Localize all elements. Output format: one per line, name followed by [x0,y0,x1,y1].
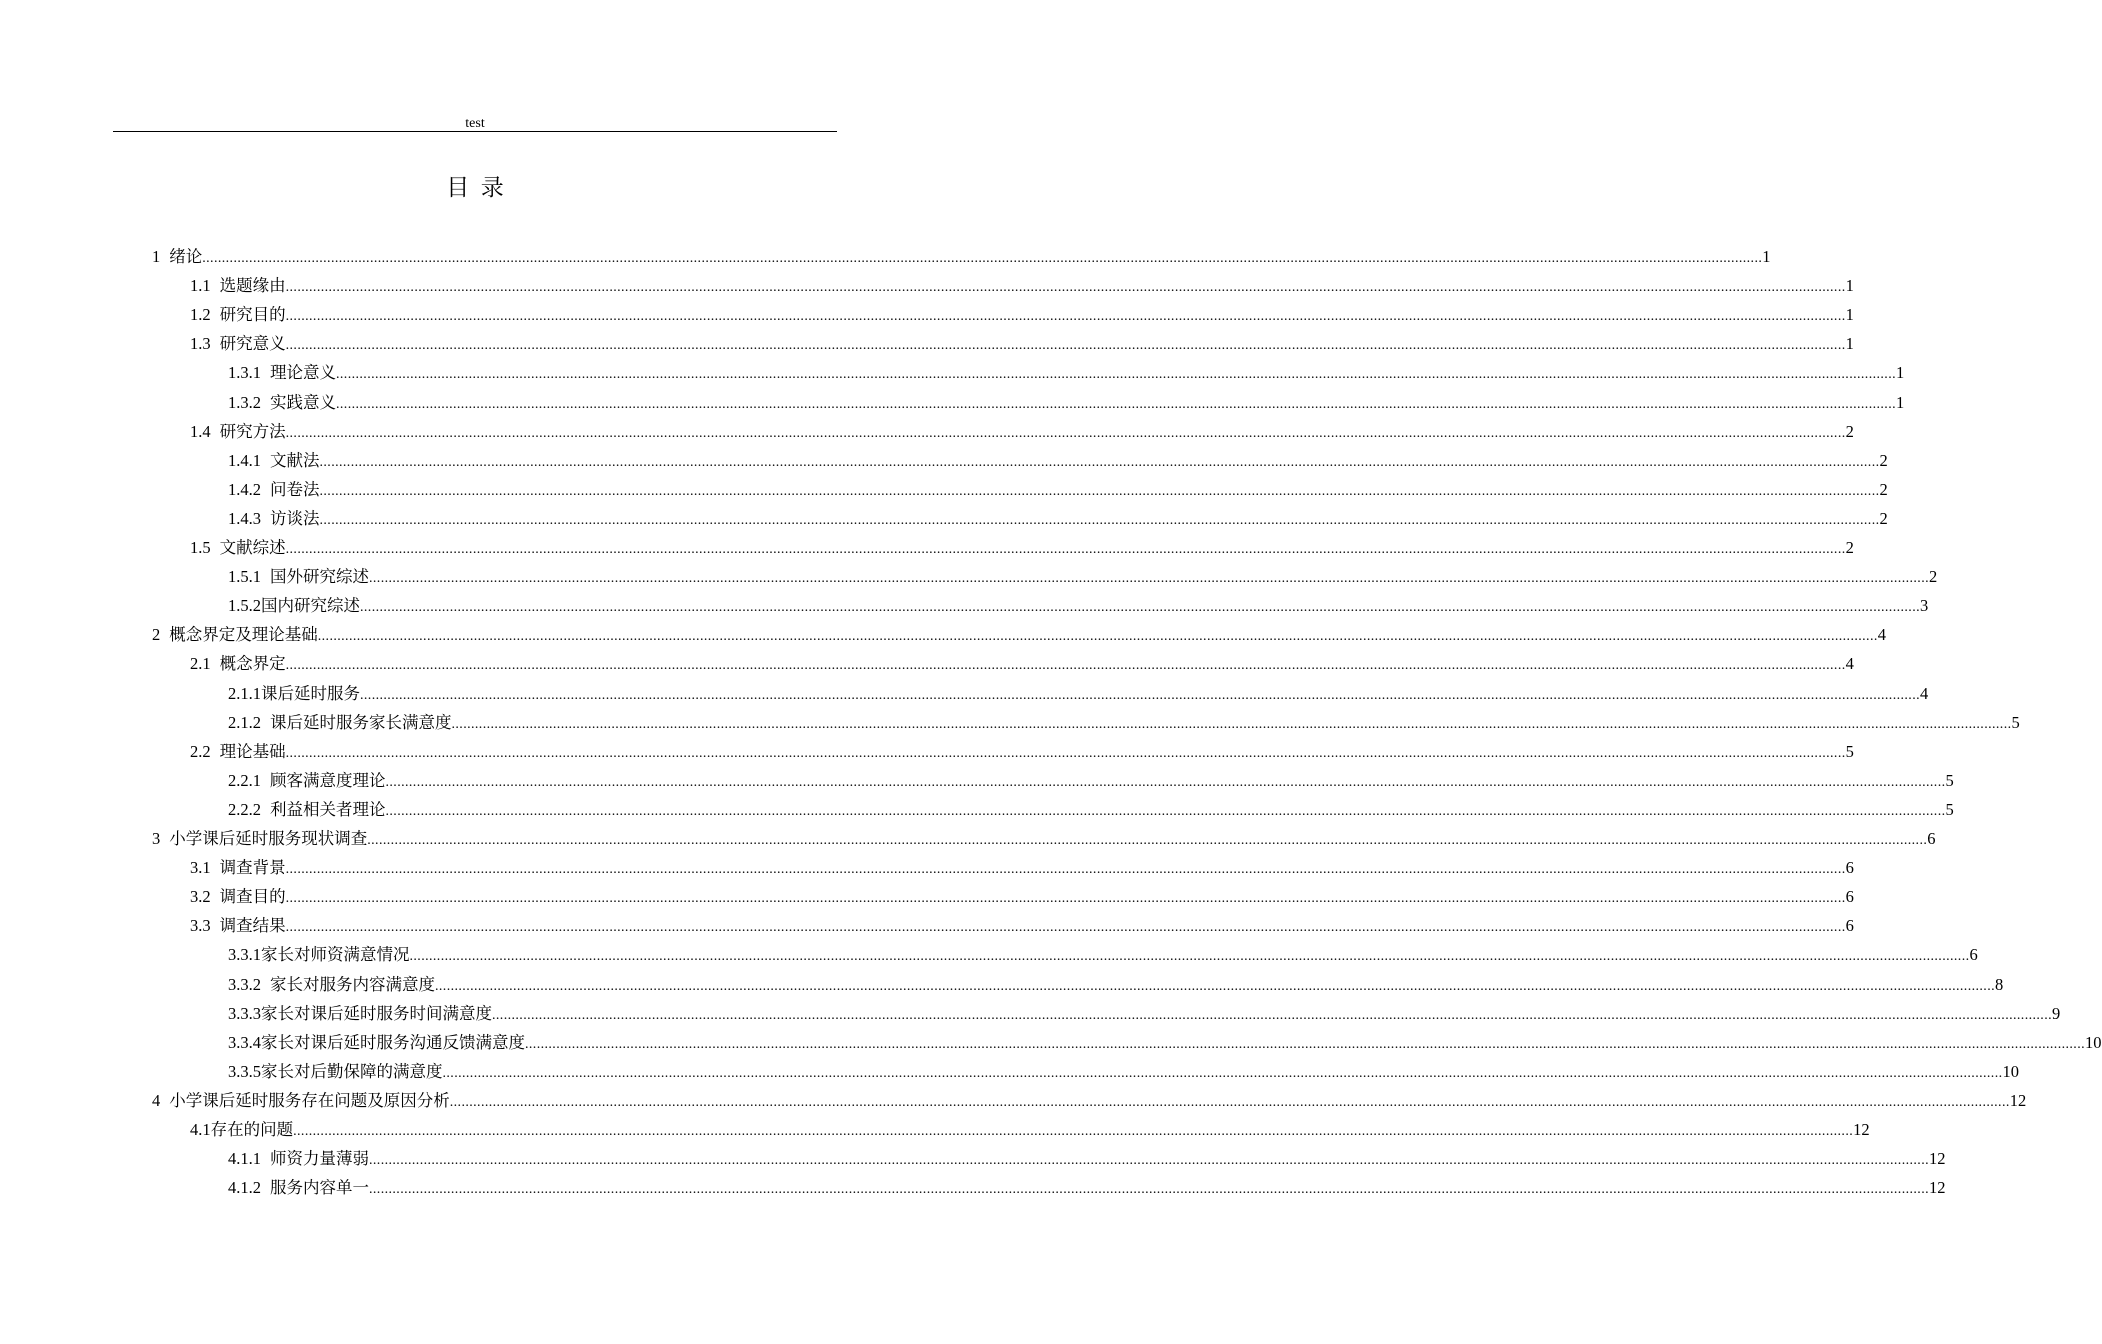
toc-entry-label [228,797,386,823]
toc-dot-leader: ................................................................................................................................................................................................................................................................................................................................................................................................................ [385,774,1946,790]
toc-entry-title: 小学课后延时服务现状调查 [169,829,368,848]
toc-entry-label [228,1001,492,1027]
toc-entry[interactable] [190,1117,1870,1143]
toc-entry[interactable] [228,972,2004,998]
toc-entry-number: 1.5 [190,538,211,557]
toc-entry[interactable] [228,360,1905,386]
toc-entry[interactable] [190,535,1854,561]
toc-dot-leader: ................................................................................................................................................................................................................................................................................................................................................................................................................ [435,978,1995,994]
toc-entry-label [228,448,320,474]
toc-page-number: 5 [2011,712,2020,732]
toc-dot-leader: ................................................................................................................................................................................................................................................................................................................................................................................................................ [369,1182,1929,1198]
toc-entry[interactable] [228,942,1978,968]
toc-title-text: 目 录 [446,175,504,200]
toc-page-number: 10 [2002,1061,2019,1081]
toc-entry-number: 3.3.2 [228,974,261,994]
toc-dot-leader: ................................................................................................................................................................................................................................................................................................................................................................................................................ [285,658,1846,674]
toc-entry-label [228,1059,443,1085]
toc-dot-leader: ................................................................................................................................................................................................................................................................................................................................................................................................................ [449,1094,2010,1110]
toc-entry-title: 问卷法 [270,479,320,499]
toc-entry-title: 调查背景 [219,858,286,878]
toc-dot-leader: ................................................................................................................................................................................................................................................................................................................................................................................................................ [285,309,1846,325]
toc-entry-title: 顾客满意度理论 [270,770,386,790]
toc-page-number: 1 [1845,334,1854,354]
toc-page-number: 5 [1945,770,1954,790]
toc-entry-number: 1.4.2 [228,479,261,499]
toc-entry-title: 概念界定及理论基础 [169,625,318,645]
toc-page-number: 12 [2009,1090,2027,1110]
toc-page-number: 6 [1845,858,1854,878]
toc-entry-number: 1.2 [190,305,211,325]
toc-entry-number: 1.4.1 [228,450,261,470]
toc-entry-label [228,942,410,968]
toc-entry-title: 文献法 [270,450,320,470]
toc-dot-leader: ................................................................................................................................................................................................................................................................................................................................................................................................................ [285,891,1846,907]
toc-entry-label [152,622,318,648]
toc-dot-leader: ................................................................................................................................................................................................................................................................................................................................................................................................................ [492,1007,2052,1023]
toc-entry-number: 3.2 [190,887,211,907]
toc-entry[interactable] [152,1088,2027,1114]
toc-dot-leader: ................................................................................................................................................................................................................................................................................................................................................................................................................ [525,1036,2085,1052]
toc-entry[interactable] [228,1001,2061,1027]
toc-entry-label [152,1088,450,1114]
toc-entry[interactable] [152,826,1936,852]
toc-entry-number: 1.4.3 [228,508,261,528]
toc-entry-number: 2 [152,625,161,645]
toc-dot-leader: ................................................................................................................................................................................................................................................................................................................................................................................................................ [367,833,1928,848]
toc-entry-label [190,302,286,328]
toc-entry-title: 家长对课后延时服务沟通反馈满意度 [261,1032,525,1052]
toc-entry-number: 1.3.1 [228,363,261,383]
toc-entry[interactable] [228,797,1954,823]
toc-page-number: 1 [1845,276,1854,296]
toc-entry-title: 理论意义 [270,363,336,383]
toc-entry-number: 4.1.1 [228,1149,261,1169]
toc-entry-label [190,651,286,677]
toc-dot-leader: ................................................................................................................................................................................................................................................................................................................................................................................................................ [369,1153,1929,1169]
toc-page-number: 1 [1896,363,1905,383]
toc-entry[interactable] [190,913,1854,939]
toc-page-number: 1 [1896,392,1905,412]
toc-entry-number: 3.3.1 [228,945,261,965]
toc-entry-number: 3.3 [190,916,211,936]
toc-dot-leader: ................................................................................................................................................................................................................................................................................................................................................................................................................ [360,687,1920,703]
toc-dot-leader: ................................................................................................................................................................................................................................................................................................................................................................................................................ [409,949,1970,965]
toc-entry[interactable] [228,390,1905,416]
toc-page-number: 5 [1845,741,1854,761]
toc-page-number: 6 [1969,945,1978,965]
toc-entry-number: 1.1 [190,276,211,296]
toc-entry-number: 1 [152,247,161,266]
toc-dot-leader: ................................................................................................................................................................................................................................................................................................................................................................................................................ [285,338,1846,354]
toc-entry-title: 家长对服务内容满意度 [270,974,435,994]
toc-entry[interactable] [190,739,1854,765]
toc-entry-title: 访谈法 [270,508,320,528]
toc-page-number: 2 [1879,508,1888,528]
toc-entry[interactable] [228,564,1938,590]
toc-entry-title: 存在的问题 [210,1120,294,1139]
toc-page-number: 2 [1929,567,1938,587]
toc-entry-title: 小学课后延时服务存在问题及原因分析 [169,1090,450,1110]
toc-entry-title: 概念界定 [219,654,286,674]
toc-entry-label [228,564,369,590]
toc-entry[interactable] [190,302,1854,328]
toc-dot-leader: ................................................................................................................................................................................................................................................................................................................................................................................................................ [336,367,1896,383]
toc-entry-number: 4.1 [190,1120,211,1139]
toc-entry[interactable] [228,1146,1946,1172]
toc-entry-title: 服务内容单一 [270,1178,369,1198]
toc-entry-title: 研究方法 [219,421,286,441]
toc-entry[interactable] [228,448,1888,474]
toc-entry-label [190,1117,293,1143]
toc-dot-leader: ................................................................................................................................................................................................................................................................................................................................................................................................................ [319,512,1880,528]
toc-page-number: 12 [1853,1120,1870,1139]
toc-page-number: 5 [1945,799,1954,819]
toc-page-number: 4 [1845,654,1854,674]
toc-entry-label [190,739,286,765]
toc-entry-number: 1.5.1 [228,567,261,587]
toc-dot-leader: ................................................................................................................................................................................................................................................................................................................................................................................................................ [360,600,1920,616]
toc-page-number: 2 [1879,479,1888,499]
toc-entry[interactable] [190,273,1854,299]
toc-entry-number: 2.1.2 [228,712,261,732]
toc-dot-leader: ................................................................................................................................................................................................................................................................................................................................................................................................................ [202,251,1763,266]
toc-entry-number: 1.4 [190,421,211,441]
toc-entry-title: 国内研究综述 [261,596,360,616]
toc-entry-label [228,768,386,794]
toc-entry-label [228,477,320,503]
toc-page-number: 2 [1879,450,1888,470]
toc-entry-title: 家长对师资满意情况 [261,945,410,965]
toc-page-number: 6 [1845,887,1854,907]
toc-entry-label [190,273,286,299]
toc-entry-label [152,244,202,270]
toc-dot-leader: ................................................................................................................................................................................................................................................................................................................................................................................................................ [319,483,1880,499]
toc-page-number: 6 [1927,829,1936,848]
toc-entry-number: 4 [152,1090,161,1110]
toc-page-number: 3 [1920,596,1929,616]
toc-entry-title: 选题缘由 [219,276,286,296]
toc-entry-number: 3.3.3 [228,1003,261,1023]
toc-entry-title: 课后延时服务家长满意度 [270,712,452,732]
toc-entry-label [228,1175,369,1201]
toc-entry-title: 家长对课后延时服务时间满意度 [261,1003,492,1023]
toc-entry-number: 1.3 [190,334,211,354]
toc-page-number: 12 [1929,1149,1946,1169]
toc-dot-leader: ................................................................................................................................................................................................................................................................................................................................................................................................................ [293,1124,1854,1139]
toc-entry-number: 2.2 [190,741,211,761]
toc-entry-title: 师资力量薄弱 [270,1149,369,1169]
toc-entry[interactable] [228,1059,2019,1085]
toc-entry-label [190,331,286,357]
toc-entry[interactable] [228,681,1929,707]
toc-entry[interactable] [228,768,1954,794]
toc-entry-title: 利益相关者理论 [270,799,386,819]
toc-entry[interactable] [228,477,1888,503]
toc-entry-label [228,390,336,416]
toc-entry-label [152,826,367,852]
toc-entry-label [190,913,286,939]
toc-dot-leader: ................................................................................................................................................................................................................................................................................................................................................................................................................ [451,716,2012,732]
toc-entry[interactable] [228,710,2020,736]
toc-page-number: 1 [1762,247,1771,266]
header-rule [113,131,837,132]
toc-entry[interactable] [228,593,1929,619]
toc-entry-title: 调查结果 [219,916,286,936]
toc-entry[interactable] [190,855,1854,881]
toc-entry-title: 国外研究综述 [270,567,369,587]
toc-entry-number: 1.5.2 [228,596,261,616]
toc-dot-leader: ................................................................................................................................................................................................................................................................................................................................................................................................................ [442,1065,2003,1081]
toc-entry[interactable] [152,244,1771,270]
toc-entry[interactable] [190,331,1854,357]
toc-entry-number: 3.1 [190,858,211,878]
toc-entry-label [190,535,286,561]
toc-dot-leader: ................................................................................................................................................................................................................................................................................................................................................................................................................ [285,280,1846,296]
toc-entry-label [228,506,320,532]
toc-entry[interactable] [228,1175,1946,1201]
toc-entry-number: 1.3.2 [228,392,261,412]
toc-page-number: 9 [2052,1003,2061,1023]
toc-entry-number: 2.2.2 [228,799,261,819]
toc-title [0,172,950,204]
toc-entry[interactable] [228,506,1888,532]
toc-page-number: 10 [2085,1032,2102,1052]
toc-entry-title: 研究目的 [219,305,286,325]
toc-page-number: 6 [1845,916,1854,936]
toc-page-number: 4 [1877,625,1886,645]
toc-entry-number: 3.3.5 [228,1061,261,1081]
toc-page-number: 2 [1845,421,1854,441]
toc-entry[interactable] [190,651,1854,677]
toc-entry-number: 2.2.1 [228,770,261,790]
toc-dot-leader: ................................................................................................................................................................................................................................................................................................................................................................................................................ [285,425,1846,441]
toc-entry-title: 研究意义 [219,334,286,354]
toc-dot-leader: ................................................................................................................................................................................................................................................................................................................................................................................................................ [285,745,1846,761]
toc-entry-number: 4.1.2 [228,1178,261,1198]
toc-dot-leader: ................................................................................................................................................................................................................................................................................................................................................................................................................ [336,396,1896,412]
toc-entry-title: 实践意义 [270,392,336,412]
toc-entry-title: 文献综述 [219,538,286,557]
toc-entry-number: 3 [152,829,161,848]
toc-entry-label [228,593,360,619]
toc-entry-label [228,1030,525,1056]
toc-dot-leader: ................................................................................................................................................................................................................................................................................................................................................................................................................ [285,920,1846,936]
toc-entry-title: 理论基础 [219,741,286,761]
toc-entry-label [228,360,336,386]
toc-entry-number: 2.1 [190,654,211,674]
toc-entry-label [228,972,435,998]
page-header: test [465,116,485,131]
toc-page-number: 2 [1845,538,1854,557]
toc-entry[interactable] [228,1030,2102,1056]
toc-entry-label [190,419,286,445]
toc-page-number: 8 [1995,974,2004,994]
toc-entry-label [228,1146,369,1172]
toc-entry-number: 3.3.4 [228,1032,261,1052]
toc-entry-label [190,884,286,910]
toc-dot-leader: ................................................................................................................................................................................................................................................................................................................................................................................................................ [285,542,1846,557]
toc-entry-label [190,855,286,881]
toc-entry-number: 2.1.1 [228,683,261,703]
toc-page-number: 1 [1845,305,1854,325]
toc-dot-leader: ................................................................................................................................................................................................................................................................................................................................................................................................................ [285,862,1846,878]
toc-entry-title: 家长对后勤保障的满意度 [261,1061,443,1081]
toc-page-number: 12 [1929,1178,1946,1198]
toc-entry-title: 课后延时服务 [261,683,360,703]
toc-dot-leader: ................................................................................................................................................................................................................................................................................................................................................................................................................ [317,629,1878,645]
toc-entry-title: 绪论 [169,247,203,266]
toc-dot-leader: ................................................................................................................................................................................................................................................................................................................................................................................................................ [319,454,1880,470]
toc-dot-leader: ................................................................................................................................................................................................................................................................................................................................................................................................................ [369,571,1929,587]
toc-entry-label [228,681,360,707]
toc-entry-title: 调查目的 [219,887,286,907]
toc-entry-label [228,710,452,736]
toc-entry[interactable] [190,419,1854,445]
toc-page-number: 4 [1920,683,1929,703]
toc-entry[interactable] [190,884,1854,910]
toc-dot-leader: ................................................................................................................................................................................................................................................................................................................................................................................................................ [385,803,1946,819]
toc-entry[interactable] [152,622,1886,648]
